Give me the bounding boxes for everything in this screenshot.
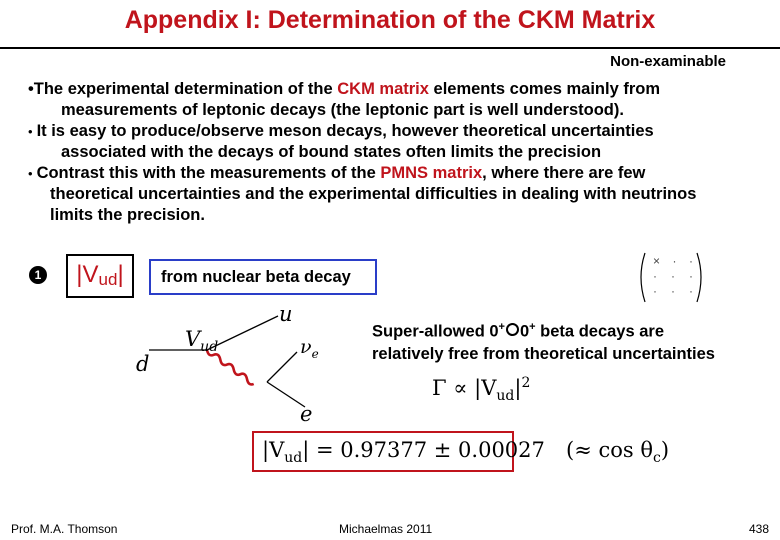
matrix-cell: · xyxy=(653,284,657,298)
cos-main: (≈ cos θ xyxy=(566,438,653,462)
title-divider xyxy=(0,47,780,49)
superallowed-pre: Super-allowed 0 xyxy=(372,322,499,341)
bullet-1-text-a: •The experimental determination of the xyxy=(28,80,338,98)
nuclear-beta-decay-box xyxy=(149,259,377,295)
superallowed-post: beta decays are xyxy=(535,322,665,341)
cos-sub: c xyxy=(652,450,661,467)
superallowed-sup1: + xyxy=(498,321,505,333)
transition-loop-icon xyxy=(506,323,519,336)
bullet-1-line-1 xyxy=(28,79,773,100)
gamma-eq-main: Γ ∝ |V xyxy=(432,376,497,400)
feynman-nu-label xyxy=(300,336,319,361)
feynman-d-label: d xyxy=(136,352,150,376)
result-post: | = 0.97377 ± 0.00027 xyxy=(302,438,545,462)
slide-title: Appendix I: Determination of the CKM Matrix xyxy=(124,6,656,34)
feynman-coupling-label xyxy=(185,327,218,355)
vud-label xyxy=(68,261,132,290)
coupling-v: V xyxy=(185,327,201,351)
footer-term: Michaelmas 2011 xyxy=(339,522,433,536)
bullet-3-text-a: Contrast this with the measurements of the xyxy=(36,164,381,182)
matrix-cell: · xyxy=(671,269,675,283)
superallowed-line-1 xyxy=(372,316,772,343)
matrix-right-paren xyxy=(697,253,701,302)
cos-close: ) xyxy=(660,438,670,462)
bullet-3-line-1 xyxy=(28,163,773,184)
bullet-1-text-b: elements comes mainly from xyxy=(428,80,661,98)
footer-page-number: 438 xyxy=(748,522,769,536)
bullet-3-text-b: , where there are few xyxy=(482,164,646,182)
pmns-matrix-highlight: PMNS matrix xyxy=(380,164,483,182)
bullet-3-line-3: limits the precision. xyxy=(50,206,205,224)
superallowed-line-2: relatively free from theoretical uncertainties xyxy=(372,344,715,363)
matrix-cell: · xyxy=(653,269,657,283)
superallowed-mid: 0 xyxy=(519,322,530,341)
matrix-cell: · xyxy=(689,284,693,298)
vud-close: | xyxy=(117,261,124,288)
bullet-list xyxy=(28,79,773,226)
matrix-cell: · xyxy=(672,254,677,268)
cabibbo-approximation xyxy=(566,438,669,466)
matrix-cell: × xyxy=(653,254,661,268)
bullet-2-line-1 xyxy=(28,121,773,142)
nu-symbol: ν xyxy=(300,336,312,358)
footer-author: Prof. M.A. Thomson xyxy=(11,522,118,536)
ckm-matrix-highlight: CKM matrix xyxy=(337,80,429,98)
feynman-u-label: u xyxy=(279,302,293,326)
gamma-eq-close: | xyxy=(514,376,522,400)
result-pre: |V xyxy=(262,438,285,462)
gamma-eq-sub: ud xyxy=(496,388,515,405)
bullet-3-marker: • xyxy=(28,166,33,181)
result-sub: ud xyxy=(284,450,303,467)
superallowed-sup2: + xyxy=(529,321,536,333)
matrix-left-paren xyxy=(641,253,645,302)
non-examinable-tag: Non-examinable xyxy=(610,53,726,70)
vud-label-box xyxy=(66,254,134,298)
vud-result-box xyxy=(252,431,545,472)
bullet-3-line-2: theoretical uncertainties and the experimental difficulties in dealing with neutrinos xyxy=(50,185,697,203)
bullet-2-text: It is easy to produce/observe meson decays, however theoretical uncertainties xyxy=(36,122,654,140)
w-boson-line xyxy=(201,350,259,385)
item-number-badge: 1 xyxy=(29,266,47,284)
gamma-eq-power: 2 xyxy=(521,375,531,391)
nu-sub: e xyxy=(311,346,319,361)
matrix-cell: · xyxy=(688,254,693,268)
bullet-2-marker: • xyxy=(28,124,33,139)
matrix-cells xyxy=(653,254,693,299)
superallowed-text xyxy=(372,316,772,365)
vud-result-equation xyxy=(262,438,545,466)
bullet-2-line-2: associated with the decays of bound states often limits the precision xyxy=(61,143,602,161)
bullet-1-line-2: measurements of leptonic decays (the leptonic part is well understood). xyxy=(61,101,624,119)
vud-main: |V xyxy=(76,261,99,288)
neutrino-line xyxy=(267,352,297,382)
vud-subscript: ud xyxy=(98,270,118,289)
matrix-cell: · xyxy=(689,269,693,283)
gamma-proportional-equation xyxy=(432,375,530,404)
matrix-cell: · xyxy=(671,284,675,298)
coupling-sub: ud xyxy=(200,339,219,356)
feynman-e-label: e xyxy=(300,402,313,426)
nuclear-beta-decay-label: from nuclear beta decay xyxy=(161,268,351,286)
